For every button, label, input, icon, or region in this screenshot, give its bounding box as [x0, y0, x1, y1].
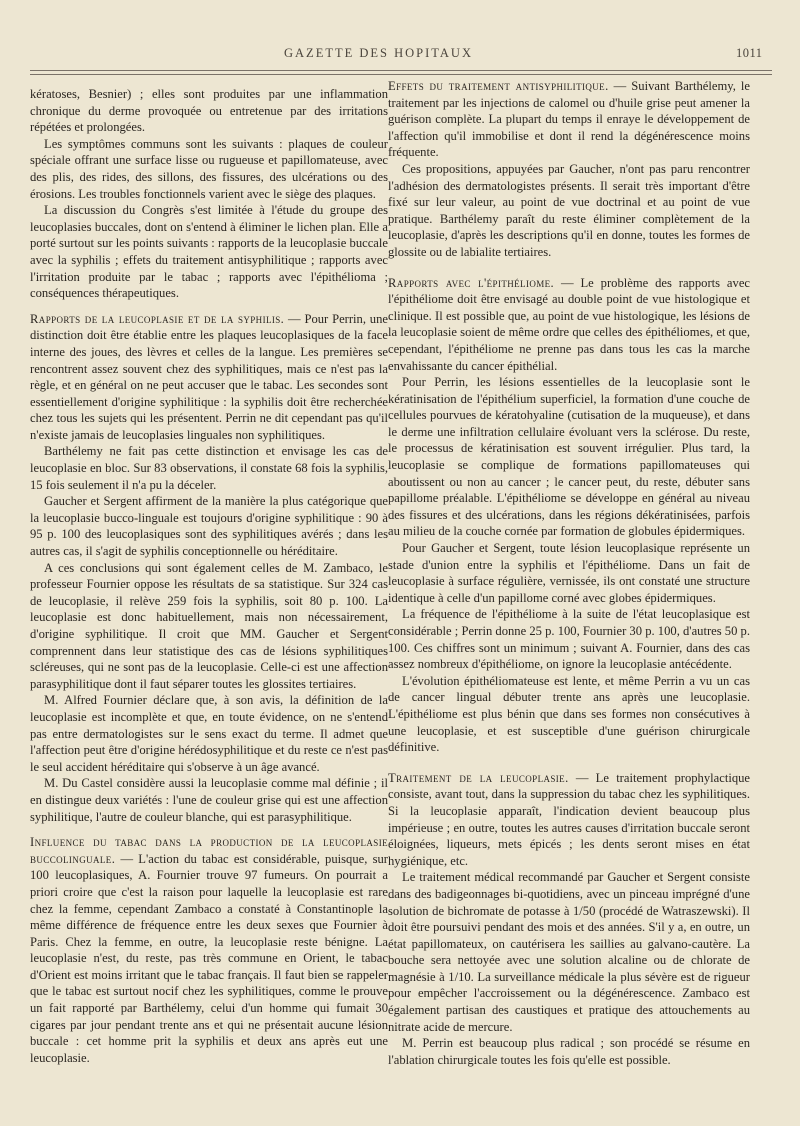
running-header: [0, 46, 800, 64]
section-syphilis: [30, 311, 388, 444]
paragraph: Pour Gaucher et Sergent, toute lésion leucoplasique représente un stade d'union entre la syphilis et l'épithéliome. Dans un fait de leucoplasie à surface régulière, vernissée, ils ont constaté une structure identique à celle d'un papillome corné avec globes épidermiques.: [388, 541, 750, 605]
section-traitement: [388, 770, 750, 870]
right-column: [388, 78, 750, 1068]
paragraph: kératoses, Besnier) ; elles sont produites par une inflammation chronique du derme provoquée ou entretenue par des irritations répétées et prolongées.: [30, 87, 388, 135]
section-heading: Effets du traitement antisyphilitique.: [388, 79, 609, 93]
section-text: — L'action du tabac est considérable, puisque, sur 100 leucoplasiques, A. Fournier trouve 97 fumeurs. On pourrait a priori croire que c'est la raison pour laquelle la leucoplasie est rare chez la femme, cependant Zambaco a constaté à Constantinople la même différence de fréquence entre les deux sexes que Fournier à Paris. Chez la femme, en outre, la leucoplasie reste bénigne. La leucoplasie n'est, du reste, pas très commune en Orient, le tabac d'Orient est moins irritant que le tabac français. Il faut bien se rappeler que le tabac est surtout nocif chez les syphilitiques, comme le prouve un fait rapporté par Barthélemy, celui d'un homme qui fumait 30 cigares par jour pendant trente ans et qui ne présentait aucune lésion buccale : cet homme prit la syphilis et deux ans après eut une leucoplasie.: [30, 851, 388, 1065]
paragraph: Le traitement médical recommandé par Gaucher et Sergent consiste dans des badigeonnages bi-quotidiens, avec un pinceau imprégné d'une solution de bichromate de potasse à 1/50 (procédé de Watraszewski). Il doit être poursuivi pendant des mois et des années. S'il y a, en outre, un état papillomateux, on cautérisera les saillies au galvano-cautère. La bouche sera nettoyée avec une solution alcaline ou de chlorate de magnésie à 1/10. La surveillance médicale la plus sévère est de rigueur pour empêcher l'accroissement ou la dégénérescence. Zambaco est également partisan des caustiques et pratique des attouchements au nitrate acide de mercure.: [388, 870, 750, 1034]
left-column: [30, 86, 388, 1066]
paragraph: Les symptômes communs sont les suivants : plaques de couleur spéciale offrant une surface lisse ou rugueuse et papillomateuse, avec des plis, des rides, des sillons, des fissures, des ulcérations ou des érosions. Les troubles fonctionnels varient avec le siège des plaques.: [30, 136, 388, 201]
page-number: 1011: [736, 46, 763, 60]
section-text: — Suivant Barthélemy, le traitement par les injections de calomel ou d'huile grise peut amener la guérison complète. La plupart du temps il enraye le développement de l'affection qu'il immobilise et dont il rend la dégénérescence moins fréquente.: [388, 79, 750, 160]
section-heading: Traitement de la leucoplasie.: [388, 770, 569, 785]
paragraph: La fréquence de l'épithéliome à la suite de l'état leucoplasique est considérable ; Perrin donne 25 p. 100, Fournier 30 p. 100, d'autres 50 p. 100. Ces chiffres sont un minimum ; suivant A. Fournier, dans des cas assez nombreux d'épithéliome, on ignore la leucoplasie antécédente.: [388, 607, 750, 672]
paragraph: La discussion du Congrès s'est limitée à l'étude du groupe des leucoplasies buccales, dont on s'entend à éliminer le lichen plan. Elle a porté surtout sur les points suivants : rapports de la leucoplasie buccale avec la syphilis ; effets du traitement antisyphilitique ; rapports avec l'irritation produite par le tabac ; rapports avec l'épithélioma ; conséquences thérapeutiques.: [30, 203, 388, 301]
paragraph: L'évolution épithéliomateuse est lente, et même Perrin a vu un cas de cancer lingual débuter trente ans après une leucoplasie. L'épithéliome est plus bénin que dans ses formes non consécutives à une leucoplasie, et est susceptible d'une guérison chirurgicale définitive.: [388, 673, 750, 755]
section-tabac: [30, 834, 388, 1066]
paragraph: M. Alfred Fournier déclare que, à son avis, la définition de la leucoplasie est incomplète et que, en toute évidence, on ne s'entend pas entre dermatologistes sur le sens exact du terme. Il admet que l'affection peut être d'origine hérédosyphilitique et du reste ce n'est pas le seul accident héréditaire qui s'observe à un âge avancé.: [30, 693, 388, 774]
section-epitheliome: [388, 275, 750, 375]
paragraph: M. Du Castel considère aussi la leucoplasie comme mal définie ; il en distingue deux variétés : l'une de couleur grise qui est une affection syphilitique, l'autre de couleur blanche, qui est parasyphilitique.: [30, 776, 388, 824]
section-traitement-antisyphilitique: [388, 78, 750, 161]
section-heading: Influence du tabac dans la production de la leucoplasie buccolinguale.: [30, 835, 388, 866]
section-text: — Pour Perrin, une distinction doit être établie entre les plaques leucoplasiques de la face interne des joues, des lèvres et celles de la langue. Les premières se rencontrent assez souvent chez des syphilitiques, mais ce n'est pas la règle, et en général on ne peut accuser que le tabac. Les secondes sont essentiellement d'origine syphilitique : la syphilis doit être recherchée chez tous les sujets qui les présentent. Perrin ne dit cependant pas qu'il n'existe jamais de leucoplasies linguales non syphilitiques.: [30, 311, 388, 442]
paragraph: Gaucher et Sergent affirment de la manière la plus catégorique que la leucoplasie bucco-linguale est toujours d'origine syphilitique : 90 à 95 p. 100 des leucoplasiques sont des syphilitiques avérés ; dans les autres cas, il s'agit de syphilis conceptionnelle ou héréditaire.: [30, 494, 388, 559]
paragraph: Pour Perrin, les lésions essentielles de la leucoplasie sont le kératinisation de l'épithélium superficiel, la formation d'une couche de cellules pourvues de kératohyaline (cutisation de la muqueuse), et dans le derme une infiltration cellulaire évoluant vers la sclérose. Du reste, le processus de kératinisation est souvent irrégulier. Plus tard, la leucoplasie se complique de formations papillomateuses qui aboutissent ou non au cancer ; le cancer peut, du reste, débuter sans papillome préalable. L'épithéliome se développe en général au niveau des fissures et des ulcérations, dans les régions dékératinisées, parfois au milieu de la couche cornée par formation de globules épidermiques.: [388, 375, 750, 539]
paragraph: M. Perrin est beaucoup plus radical ; son procédé se résume en l'ablation chirurgicale toutes les fois qu'elle est possible.: [388, 1036, 750, 1067]
header-rule: [30, 70, 772, 71]
section-text: — Le traitement prophylactique consiste, avant tout, dans la suppression du tabac chez les syphilitiques. Si la leucoplasie apparaît, l'indication devient beaucoup plus impérieuse ; en outre, toutes les autres causes d'irritation buccale seront éloignées, liqueurs, mets épicés ; les dents seront mises en état hygiénique, etc.: [388, 770, 751, 868]
header-rule-secondary: [30, 74, 772, 75]
paragraph: Ces propositions, appuyées par Gaucher, n'ont pas paru rencontrer l'adhésion des dermatologistes présents. Il serait très important d'être fixé sur leur valeur, au point de vue doctrinal et au point de vue pratique. Barthélemy paraît du reste éliminer complètement de la leucoplasie, d'après les descriptions qu'il en donne, toutes les formes de glossite ou de labialite tertiaires.: [388, 161, 750, 259]
paragraph: Barthélemy ne fait pas cette distinction et envisage les cas de leucoplasie en bloc. Sur 83 observations, il constate 68 fois la syphilis, 15 fois seulement il n'a pu la déceler.: [30, 444, 388, 492]
section-heading: Rapports de la leucoplasie et de la syphilis.: [30, 311, 285, 326]
paragraph: A ces conclusions qui sont également celles de M. Zambaco, le professeur Fournier oppose les résultats de sa statistique. Sur 324 cas de leucoplasie, il relève 259 fois la syphilis, soit 80 p. 100. La leucoplasie est donc habituellement, mais non nécessairement, d'origine syphilitique. Il croit que MM. Gaucher et Sergent comprennent dans leur statistique des cas de lésions syphilitiques scléreuses, qui ne sont pas de la leucoplasie. Celle-ci est une affection parasyphilitique dont il faut séparer toutes les glossites tertiaires.: [30, 560, 388, 691]
section-heading: Rapports avec l'épithéliome.: [388, 275, 555, 290]
journal-title: GAZETTE DES HOPITAUX: [284, 46, 473, 60]
section-text: — Le problème des rapports avec l'épithéliome doit être envisagé au double point de vue histologique et clinique. Il est possible que, au point de vue histologique, les lésions de la leucoplasie soient de même ordre que celles des épithéliomes, et que, cependant, l'épithéliome ne prenne pas dans tous les cas la marche envahissante du cancer épithélial.: [388, 275, 750, 373]
